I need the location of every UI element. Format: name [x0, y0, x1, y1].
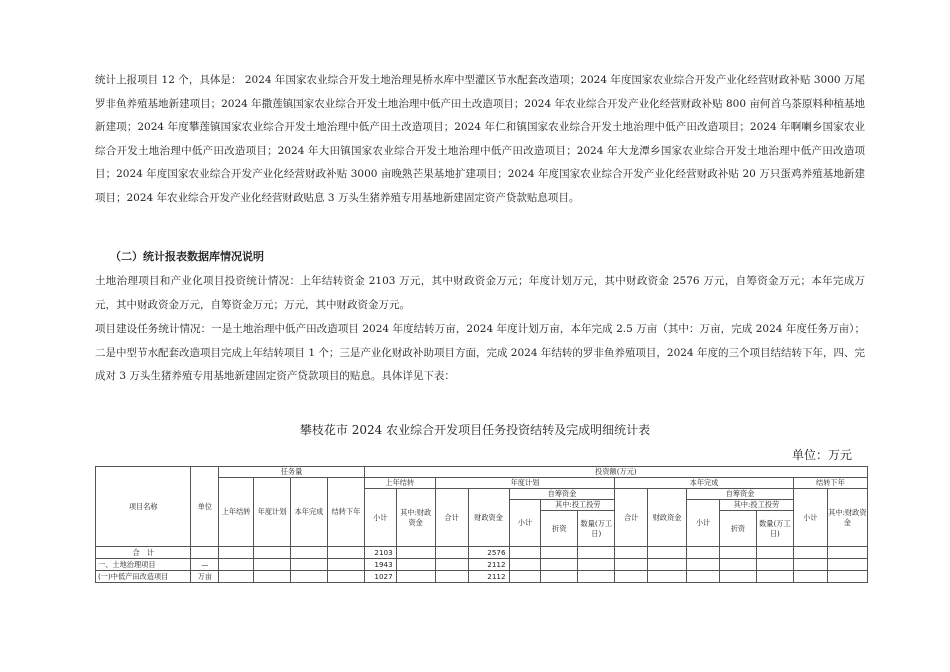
row-prev-subtotal: 1027: [364, 571, 396, 583]
header-done-self-subtotal: 小计: [687, 500, 720, 547]
header-task-prev: 上年结转: [219, 478, 254, 547]
header-plan-fiscal: 财政资金: [468, 489, 509, 547]
header-done-fiscal: 财政资金: [648, 489, 687, 547]
section-heading: （二）统计报表数据库情况说明: [110, 250, 264, 263]
header-done-convert: 折资: [719, 511, 756, 547]
header-prev-fiscal: 其中:财政资金: [396, 489, 435, 547]
row-name: 一、土地治理项目: [96, 559, 191, 571]
header-task-next: 结转下年: [327, 478, 364, 547]
header-project-name: 项目名称: [96, 467, 191, 547]
header-plan-self-subtotal: 小计: [509, 500, 541, 547]
header-plan-qty: 数量(万工日): [578, 511, 615, 547]
row-plan-fiscal: 2576: [468, 547, 509, 559]
header-done: 本年完成: [615, 478, 794, 489]
intro-paragraph-1: 统计上报项目 12 个，具体是： 2024 年国家农业综合开发土地治理晃桥水库中型灌区节水配套改造项；2024 年度国家农业综合开发产业化经营财政补贴 3000 万尾罗非鱼养殖基地新建项目；2024 年撒莲镇国家农业综合开发土地治理中低产田土改造项目；2024 年农业综合开发产业化经营财政补贴 800 亩何首乌茶原料种植基地新建项；2024 年度攀莲镇国家农业综合开发土地治理中低产田土改造项目；2024 年仁和镇国家农业综合开发土地治理中低产田改造项目；2024 年啊喇乡国家农业综合开发土地治理中低产田改造项目；2024 年大田镇国家农业综合开发土地治理中低产田改造项目；2024 年大龙潭乡国家农业综合开发土地治理中低产田改造项目；2024 年度国家农业综合开发产业化经营财政补贴 3000 亩晚熟芒果基地扩建项目；2024 年度国家农业综合开发产业化经营财政补贴 20 万只蛋鸡养殖基地新建项目；2024 年农业综合开发产业化经营财政贴息 3 万头生猪养殖专用基地新建固定资产贷款贴息项目。: [95, 74, 865, 204]
header-done-total: 合计: [615, 489, 648, 547]
header-invest: 投资额(万元): [364, 467, 867, 478]
intro-paragraph-2: 土地治理项目和产业化项目投资统计情况：上年结转资金 2103 万元，其中财政资金万元；年度计划万元，其中财政资金 2576 万元，自筹资金万元；本年完成万元，其中财政资金万元，自筹资金万元；万元，其中财政资金万元。: [95, 275, 865, 311]
header-done-qty: 数量(万工日): [756, 511, 793, 547]
row-unit: 万亩: [191, 571, 219, 583]
header-plan-convert: 折资: [541, 511, 578, 547]
intro-paragraph-3: 项目建设任务统计情况：一是土地治理中低产田改造项目 2024 年度结转万亩，2024 年度计划万亩，本年完成 2.5 万亩（其中：万亩，完成 2024 年度任务万亩）；二是中型节水配套改造项目完成上年结转项目 1 个；三是产业化财政补助项目方面，完成 2024 年结转的罗非鱼养殖项目，2024 年度的三个项目结结转下年，四、完成对 3 万头生猪养殖专用基地新建固定资产贷款项目的贴息。具体详见下表：: [95, 323, 865, 382]
header-next-fiscal: 其中:财政资金: [827, 489, 867, 547]
header-next: 结转下年: [793, 478, 867, 489]
statistics-table: [95, 466, 868, 583]
header-done-self: 自筹资金: [687, 489, 794, 500]
table-unit: 单位：万元: [791, 448, 852, 462]
header-task: 任务量: [219, 467, 365, 478]
header-plan: 年度计划: [435, 478, 615, 489]
header-task-plan: 年度计划: [254, 478, 291, 547]
row-name: 合 计: [96, 547, 191, 559]
header-task-done: 本年完成: [290, 478, 327, 547]
row-prev-subtotal: 1943: [364, 559, 396, 571]
row-unit: —: [191, 559, 219, 571]
row-prev-subtotal: 2103: [364, 547, 396, 559]
row-name: (一)中低产田改造项目: [96, 571, 191, 583]
row-unit: [191, 547, 219, 559]
header-done-labor: 其中:投工投劳: [719, 500, 793, 511]
table-title: 攀枝花市 2024 农业综合开发项目任务投资结转及完成明细统计表: [299, 423, 651, 437]
header-unit: 单位: [191, 467, 219, 547]
row-plan-fiscal: 2112: [468, 571, 509, 583]
header-prev: 上年结转: [364, 478, 435, 489]
header-plan-labor: 其中:投工投劳: [541, 500, 615, 511]
row-plan-fiscal: 2112: [468, 559, 509, 571]
header-plan-total: 合计: [435, 489, 468, 547]
header-plan-self: 自筹资金: [509, 489, 615, 500]
table-row: [96, 547, 868, 559]
header-prev-subtotal: 小计: [364, 489, 396, 547]
table-row: [96, 559, 868, 571]
header-next-subtotal: 小计: [793, 489, 827, 547]
table-row: [96, 571, 868, 583]
